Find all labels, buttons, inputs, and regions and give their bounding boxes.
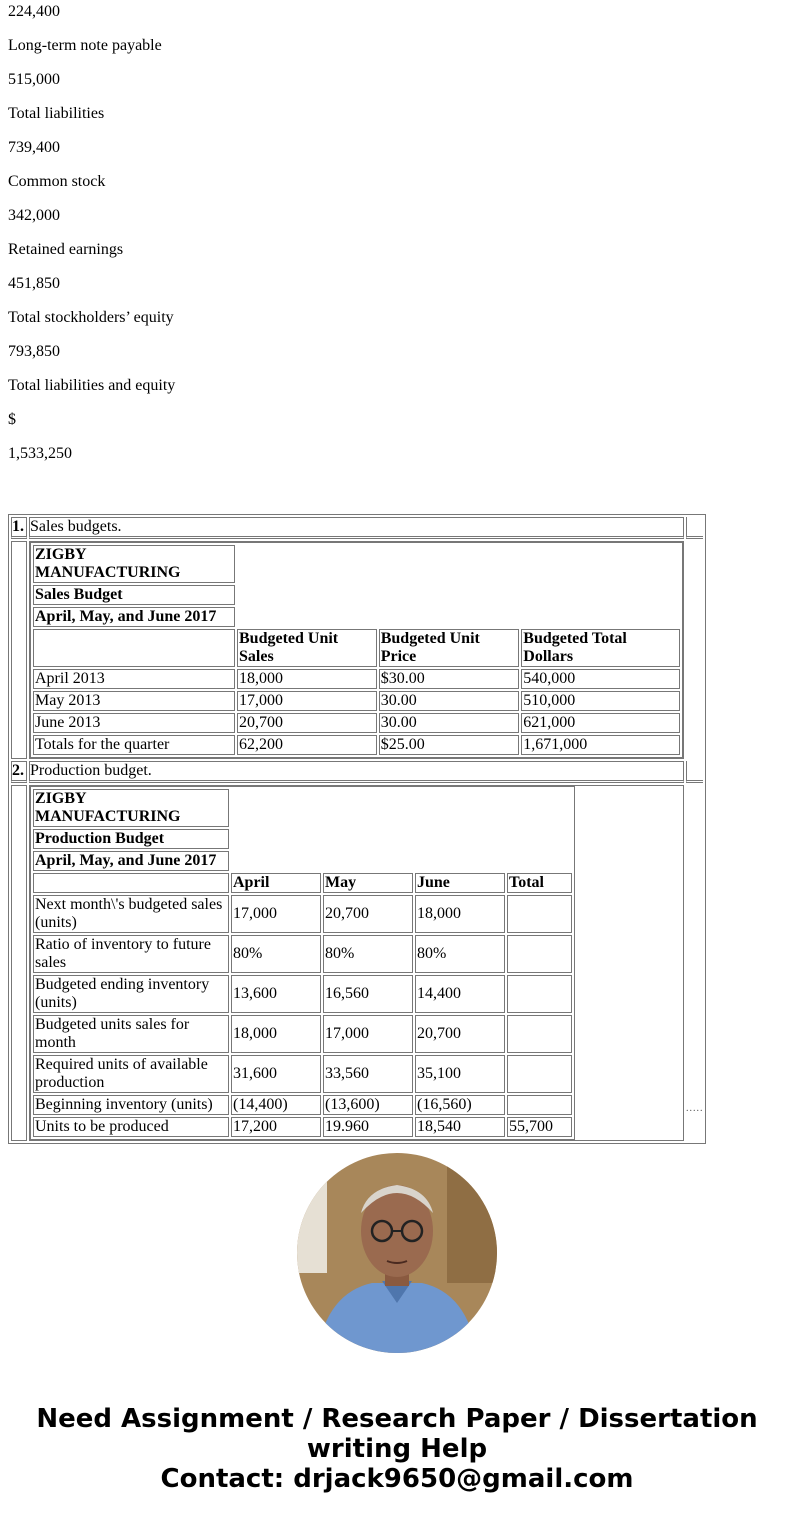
row-label: Units to be produced	[33, 1117, 229, 1137]
table-row	[33, 669, 680, 689]
cell-value: 17,200	[231, 1117, 321, 1137]
cell-value	[507, 1095, 572, 1115]
cell-value: 20,700	[415, 1015, 505, 1053]
row-label: Budgeted ending inventory (units)	[33, 975, 229, 1013]
table-row	[33, 691, 680, 711]
company-name: ZIGBY MANUFACTURING	[33, 545, 235, 583]
column-header: Budgeted Unit Price	[379, 629, 520, 667]
cell-value: 35,100	[415, 1055, 505, 1093]
cell-value: 30.00	[379, 713, 520, 733]
cell-value: 20,700	[237, 713, 377, 733]
footer-help-text: Need Assignment / Research Paper / Dissertation writing Help	[36, 1404, 758, 1464]
cell-value: 17,000	[231, 895, 321, 933]
cell-value: (14,400)	[231, 1095, 321, 1115]
balance-line: Common stock	[8, 173, 106, 190]
balance-line: 451,850	[8, 275, 60, 292]
column-header: Budgeted Total Dollars	[521, 629, 680, 667]
cell-value: 55,700	[507, 1117, 572, 1137]
cell-value: 16,560	[323, 975, 413, 1013]
balance-line: Total liabilities and equity	[8, 377, 176, 394]
cell-value: $30.00	[379, 669, 520, 689]
cell-value: 80%	[323, 935, 413, 973]
table-row	[33, 735, 680, 755]
cell-value: 18,540	[415, 1117, 505, 1137]
solution-table	[8, 514, 706, 1144]
cell-value: (16,560)	[415, 1095, 505, 1115]
company-name: ZIGBY MANUFACTURING	[33, 789, 229, 827]
cell-value: 1,671,000	[521, 735, 680, 755]
row-label: Next month\'s budgeted sales (units)	[33, 895, 229, 933]
cell-value: 540,000	[521, 669, 680, 689]
row-label: Required units of available production	[33, 1055, 229, 1093]
cell-value: 510,000	[521, 691, 680, 711]
table-row	[33, 1055, 572, 1093]
section-number: 1.	[11, 517, 27, 539]
balance-line: 224,400	[8, 3, 60, 20]
cell-value	[507, 935, 572, 973]
cell-value: 18,000	[237, 669, 377, 689]
cell-value: 80%	[231, 935, 321, 973]
row-label: Beginning inventory (units)	[33, 1095, 229, 1115]
cell-value: 621,000	[521, 713, 680, 733]
column-header: May	[323, 873, 413, 893]
cell-value	[507, 1015, 572, 1053]
budget-period: April, May, and June 2017	[33, 851, 229, 871]
balance-line: 515,000	[8, 71, 60, 88]
section-title: Sales budgets.	[29, 517, 684, 539]
section-title: Production budget.	[29, 761, 684, 783]
cell-value: 19.960	[323, 1117, 413, 1137]
balance-line: 793,850	[8, 343, 60, 360]
row-label: June 2013	[33, 713, 235, 733]
budget-period: April, May, and June 2017	[33, 607, 235, 627]
cell-value: 18,000	[415, 895, 505, 933]
balance-line: 342,000	[8, 207, 60, 224]
cell-value: 14,400	[415, 975, 505, 1013]
column-header: April	[231, 873, 321, 893]
sales-budget-table	[30, 542, 683, 758]
table-row	[33, 935, 572, 973]
cell-value: 17,000	[237, 691, 377, 711]
column-header: Total	[507, 873, 572, 893]
cell-value: 17,000	[323, 1015, 413, 1053]
row-label: Ratio of inventory to future sales	[33, 935, 229, 973]
budget-name: Sales Budget	[33, 585, 235, 605]
budget-name: Production Budget	[33, 829, 229, 849]
row-label: May 2013	[33, 691, 235, 711]
table-row	[33, 1117, 572, 1137]
column-header: Budgeted Unit Sales	[237, 629, 377, 667]
cell-value	[507, 975, 572, 1013]
balance-sheet-lines	[8, 3, 175, 479]
author-photo	[297, 1153, 497, 1353]
balance-line: Total liabilities	[8, 105, 105, 122]
footer-banner	[0, 1404, 794, 1494]
cell-value: 20,700	[323, 895, 413, 933]
footer-contact: Contact: drjack9650@gmail.com	[160, 1464, 634, 1494]
row-label: Totals for the quarter	[33, 735, 235, 755]
cell-value: $25.00	[379, 735, 520, 755]
row-label: April 2013	[33, 669, 235, 689]
row-label: Budgeted units sales for month	[33, 1015, 229, 1053]
balance-line: $	[8, 411, 16, 428]
table-row	[33, 1095, 572, 1115]
balance-line: Retained earnings	[8, 241, 124, 258]
production-budget-table	[30, 786, 575, 1140]
cell-value	[507, 895, 572, 933]
column-header: June	[415, 873, 505, 893]
cell-value: 31,600	[231, 1055, 321, 1093]
cell-value: 62,200	[237, 735, 377, 755]
table-row	[33, 895, 572, 933]
dotted-marker: .....	[686, 1103, 704, 1114]
table-row	[33, 713, 680, 733]
balance-line: 1,533,250	[8, 445, 72, 462]
cell-value	[507, 1055, 572, 1093]
table-row	[33, 975, 572, 1013]
balance-line: Total stockholders’ equity	[8, 309, 174, 326]
cell-value: 80%	[415, 935, 505, 973]
section-number: 2.	[11, 761, 27, 783]
cell-value: 18,000	[231, 1015, 321, 1053]
table-row	[33, 1015, 572, 1053]
balance-line: 739,400	[8, 139, 60, 156]
balance-line: Long-term note payable	[8, 37, 162, 54]
cell-value: (13,600)	[323, 1095, 413, 1115]
cell-value: 13,600	[231, 975, 321, 1013]
cell-value: 30.00	[379, 691, 520, 711]
cell-value: 33,560	[323, 1055, 413, 1093]
